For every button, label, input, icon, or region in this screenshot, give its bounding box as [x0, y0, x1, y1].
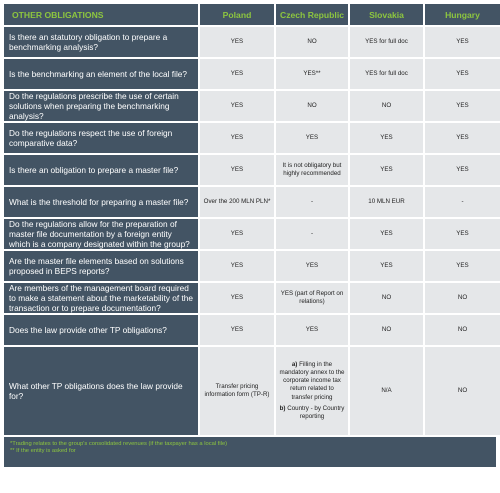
table-row — [4, 251, 500, 281]
item-marker: a) — [291, 360, 298, 368]
answer-poland: YES — [200, 315, 274, 345]
answer-czech-republic: YES — [276, 123, 348, 153]
answer-czech-republic: NO — [276, 27, 348, 57]
answer-slovakia: NO — [350, 283, 423, 313]
answer-czech-republic: - — [276, 187, 348, 217]
answer-slovakia: YES — [350, 123, 423, 153]
answer-poland: YES — [200, 59, 274, 89]
answer-czech-republic — [276, 347, 348, 435]
header-country-hungary: Hungary — [425, 4, 500, 25]
answer-slovakia: YES for full doc — [350, 59, 423, 89]
answer-slovakia: YES for full doc — [350, 27, 423, 57]
question-cell: Do the regulations allow for the preparation of master file documentation by a foreign entity which is a company designated within the group? — [4, 219, 198, 249]
item-text: Filling in the mandatory annex to the corporate income tax return related to transfer pricing — [279, 360, 345, 401]
item-marker: b) — [279, 404, 286, 412]
table-row — [4, 315, 500, 345]
table-row — [4, 347, 500, 435]
answer-hungary: YES — [425, 219, 500, 249]
answer-czech-republic: YES — [276, 251, 348, 281]
table-row — [4, 187, 500, 217]
answer-hungary: YES — [425, 155, 500, 185]
answer-slovakia: 10 MLN EUR — [350, 187, 423, 217]
question-cell: Are the master file elements based on solutions proposed in BEPS reports? — [4, 251, 198, 281]
answer-poland: YES — [200, 155, 274, 185]
answer-poland: Transfer pricing information form (TP-R) — [200, 347, 274, 435]
item-text: Country - by Country reporting — [287, 404, 345, 420]
answer-hungary: - — [425, 187, 500, 217]
question-cell: Is there an obligation to prepare a master file? — [4, 155, 198, 185]
answer-slovakia: YES — [350, 219, 423, 249]
answer-slovakia: YES — [350, 251, 423, 281]
table-row — [4, 91, 500, 121]
header-country-czech-republic: Czech Republic — [276, 4, 348, 25]
answer-hungary: YES — [425, 91, 500, 121]
answer-slovakia: NO — [350, 315, 423, 345]
answer-czech-republic: - — [276, 219, 348, 249]
answer-hungary: YES — [425, 123, 500, 153]
footnote-2: ** If the entity is asked for — [10, 448, 76, 454]
question-cell: What is the threshold for preparing a master file? — [4, 187, 198, 217]
table-row — [4, 27, 500, 57]
question-cell: Do the regulations prescribe the use of certain solutions when preparing the benchmarking analysis? — [4, 91, 198, 121]
answer-czech-republic: NO — [276, 91, 348, 121]
answer-czech-republic: It is not obligatory but highly recommended — [276, 155, 348, 185]
obligations-table — [2, 2, 500, 437]
question-cell: What other TP obligations does the law provide for? — [4, 347, 198, 435]
answer-slovakia: N/A — [350, 347, 423, 435]
answer-poland: Over the 200 MLN PLN* — [200, 187, 274, 217]
answer-hungary: YES — [425, 27, 500, 57]
answer-poland: YES — [200, 27, 274, 57]
header-country-slovakia: Slovakia — [350, 4, 423, 25]
table-row — [4, 59, 500, 89]
question-cell: Are members of the management board required to make a statement about the marketability of the transaction or to prepare documentation? — [4, 283, 198, 313]
table-row — [4, 219, 500, 249]
question-cell: Is there an statutory obligation to prepare a benchmarking analysis? — [4, 27, 198, 57]
answer-slovakia: YES — [350, 155, 423, 185]
answer-poland: YES — [200, 91, 274, 121]
answer-hungary: NO — [425, 347, 500, 435]
header-country-poland: Poland — [200, 4, 274, 25]
footnotes — [4, 437, 496, 467]
table-row — [4, 283, 500, 313]
table-row — [4, 123, 500, 153]
answer-czech-republic: YES** — [276, 59, 348, 89]
answer-hungary: NO — [425, 315, 500, 345]
obligation-item — [279, 405, 345, 421]
answer-hungary: YES — [425, 251, 500, 281]
answer-hungary: NO — [425, 283, 500, 313]
answer-poland: YES — [200, 219, 274, 249]
answer-slovakia: NO — [350, 91, 423, 121]
obligations-table-container — [2, 2, 498, 491]
question-cell: Is the benchmarking an element of the local file? — [4, 59, 198, 89]
question-cell: Do the regulations respect the use of foreign comparative data? — [4, 123, 198, 153]
header-other-obligations: OTHER OBLIGATIONS — [4, 4, 198, 25]
answer-poland: YES — [200, 123, 274, 153]
answer-czech-republic: YES — [276, 315, 348, 345]
table-row — [4, 155, 500, 185]
answer-czech-republic: YES (part of Report on relations) — [276, 283, 348, 313]
question-cell: Does the law provide other TP obligations? — [4, 315, 198, 345]
obligation-item — [279, 361, 345, 402]
header-row — [4, 4, 500, 25]
answer-poland: YES — [200, 283, 274, 313]
answer-hungary: YES — [425, 59, 500, 89]
answer-poland: YES — [200, 251, 274, 281]
footnote-1: *Trading relates to the group's consolidated revenues (if the taxpayer has a local file) — [10, 441, 228, 447]
